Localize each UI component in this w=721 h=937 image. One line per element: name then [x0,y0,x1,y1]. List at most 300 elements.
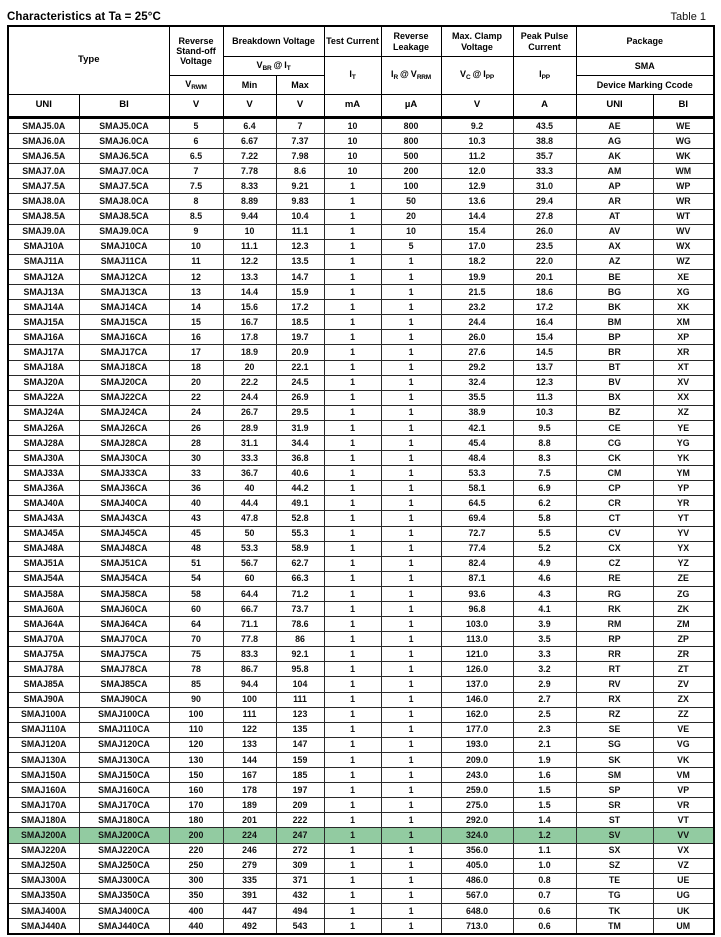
cell-clamp-voltage: 21.5 [441,285,513,300]
table-row [8,149,714,164]
cell-peak-pulse-current: 10.3 [513,405,576,420]
cell-reverse-leakage: 20 [381,209,441,224]
cell-vbr-min: 144 [223,752,276,767]
cell-clamp-voltage: 24.4 [441,315,513,330]
cell-vbr-min: 133 [223,737,276,752]
cell-marking-bi: ZZ [653,707,714,722]
cell-reverse-leakage: 1 [381,737,441,752]
cell-vbr-min: 11.1 [223,239,276,254]
table-row [8,617,714,632]
cell-peak-pulse-current: 14.5 [513,345,576,360]
cell-vrwm: 13 [169,285,223,300]
cell-vbr-max: 185 [276,768,324,783]
cell-vbr-min: 447 [223,903,276,918]
cell-clamp-voltage: 10.3 [441,134,513,149]
cell-vrwm: 24 [169,405,223,420]
cell-vbr-min: 26.7 [223,405,276,420]
cell-marking-uni: SE [576,722,653,737]
header-symbol-ipp: $I_{PP}$ [513,57,576,95]
cell-peak-pulse-current: 1.5 [513,783,576,798]
cell-test-current: 1 [324,843,381,858]
cell-marking-bi: UG [653,888,714,903]
cell-test-current: 10 [324,134,381,149]
table-row [8,164,714,179]
cell-marking-uni: CZ [576,556,653,571]
cell-test-current: 1 [324,662,381,677]
cell-clamp-voltage: 292.0 [441,813,513,828]
cell-vrwm: 300 [169,873,223,888]
cell-vbr-min: 17.8 [223,330,276,345]
cell-type-uni: SMAJ64A [8,617,79,632]
cell-test-current: 1 [324,707,381,722]
cell-reverse-leakage: 200 [381,164,441,179]
cell-type-uni: SMAJ75A [8,647,79,662]
cell-marking-bi: YM [653,466,714,481]
cell-vbr-min: 10 [223,224,276,239]
cell-vbr-min: 178 [223,783,276,798]
cell-marking-uni: BK [576,300,653,315]
cell-clamp-voltage: 486.0 [441,873,513,888]
table-row [8,798,714,813]
cell-marking-bi: VG [653,737,714,752]
cell-clamp-voltage: 82.4 [441,556,513,571]
cell-type-bi: SMAJ30CA [79,451,169,466]
cell-vbr-min: 9.44 [223,209,276,224]
cell-peak-pulse-current: 1.9 [513,752,576,767]
cell-marking-uni: RG [576,586,653,601]
cell-clamp-voltage: 72.7 [441,526,513,541]
cell-type-uni: SMAJ48A [8,541,79,556]
cell-marking-bi: WT [653,209,714,224]
cell-vrwm: 17 [169,345,223,360]
header-type: Type [8,26,169,95]
cell-peak-pulse-current: 0.7 [513,888,576,903]
cell-peak-pulse-current: 26.0 [513,224,576,239]
cell-marking-uni: RK [576,602,653,617]
cell-type-uni: SMAJ100A [8,707,79,722]
cell-clamp-voltage: 64.5 [441,496,513,511]
cell-clamp-voltage: 14.4 [441,209,513,224]
cell-vbr-max: 272 [276,843,324,858]
cell-marking-uni: SX [576,843,653,858]
cell-vbr-min: 8.33 [223,179,276,194]
cell-marking-bi: XT [653,360,714,375]
cell-vbr-max: 104 [276,677,324,692]
table-header [8,26,714,118]
cell-clamp-voltage: 18.2 [441,254,513,269]
cell-marking-bi: XX [653,390,714,405]
cell-marking-uni: AV [576,224,653,239]
cell-vrwm: 60 [169,602,223,617]
cell-marking-bi: VR [653,798,714,813]
cell-type-bi: SMAJ33CA [79,466,169,481]
cell-vrwm: 14 [169,300,223,315]
cell-type-bi: SMAJ8.0CA [79,194,169,209]
cell-marking-uni: SG [576,737,653,752]
cell-type-bi: SMAJ51CA [79,556,169,571]
cell-type-bi: SMAJ16CA [79,330,169,345]
cell-marking-uni: TE [576,873,653,888]
cell-marking-bi: YX [653,541,714,556]
header-unit-volts-clamp: V [441,95,513,118]
cell-test-current: 1 [324,556,381,571]
cell-clamp-voltage: 58.1 [441,481,513,496]
cell-peak-pulse-current: 13.7 [513,360,576,375]
cell-type-uni: SMAJ26A [8,420,79,435]
header-unit-volts-min: V [223,95,276,118]
cell-peak-pulse-current: 9.5 [513,420,576,435]
cell-vbr-max: 55.3 [276,526,324,541]
cell-marking-uni: CP [576,481,653,496]
cell-marking-bi: WE [653,118,714,134]
cell-reverse-leakage: 500 [381,149,441,164]
cell-test-current: 1 [324,451,381,466]
cell-vrwm: 100 [169,707,223,722]
cell-marking-bi: WK [653,149,714,164]
cell-test-current: 1 [324,571,381,586]
cell-peak-pulse-current: 4.9 [513,556,576,571]
cell-test-current: 1 [324,496,381,511]
table-row [8,707,714,722]
cell-vrwm: 36 [169,481,223,496]
cell-vbr-min: 22.2 [223,375,276,390]
cell-test-current: 1 [324,768,381,783]
cell-vbr-min: 66.7 [223,602,276,617]
cell-type-uni: SMAJ130A [8,752,79,767]
cell-marking-bi: YE [653,420,714,435]
cell-type-uni: SMAJ70A [8,632,79,647]
cell-vbr-min: 279 [223,858,276,873]
cell-reverse-leakage: 1 [381,873,441,888]
cell-vrwm: 400 [169,903,223,918]
cell-vrwm: 28 [169,435,223,450]
cell-reverse-leakage: 1 [381,677,441,692]
cell-type-bi: SMAJ300CA [79,873,169,888]
table-row [8,556,714,571]
table-row [8,783,714,798]
cell-peak-pulse-current: 0.6 [513,918,576,934]
table-row [8,722,714,737]
cell-reverse-leakage: 800 [381,118,441,134]
cell-test-current: 1 [324,360,381,375]
cell-clamp-voltage: 32.4 [441,375,513,390]
cell-marking-bi: ZG [653,586,714,601]
cell-vbr-max: 135 [276,722,324,737]
cell-peak-pulse-current: 12.3 [513,375,576,390]
cell-test-current: 1 [324,586,381,601]
cell-vbr-min: 335 [223,873,276,888]
cell-vbr-max: 209 [276,798,324,813]
cell-type-bi: SMAJ250CA [79,858,169,873]
cell-vbr-max: 71.2 [276,586,324,601]
cell-vbr-min: 47.8 [223,511,276,526]
cell-marking-bi: VV [653,828,714,843]
table-row [8,224,714,239]
cell-type-uni: SMAJ51A [8,556,79,571]
cell-clamp-voltage: 126.0 [441,662,513,677]
cell-type-uni: SMAJ18A [8,360,79,375]
header-symbol-it: $I_T$ [324,57,381,95]
cell-vrwm: 200 [169,828,223,843]
cell-vrwm: 7 [169,164,223,179]
cell-type-uni: SMAJ58A [8,586,79,601]
cell-vbr-max: 309 [276,858,324,873]
cell-marking-bi: ZV [653,677,714,692]
cell-vbr-min: 201 [223,813,276,828]
cell-type-uni: SMAJ10A [8,239,79,254]
cell-vbr-max: 9.21 [276,179,324,194]
table-row [8,903,714,918]
cell-type-uni: SMAJ14A [8,300,79,315]
cell-type-uni: SMAJ13A [8,285,79,300]
table-row [8,692,714,707]
cell-vrwm: 64 [169,617,223,632]
cell-type-uni: SMAJ85A [8,677,79,692]
cell-type-bi: SMAJ60CA [79,602,169,617]
cell-marking-uni: AK [576,149,653,164]
cell-peak-pulse-current: 8.8 [513,435,576,450]
cell-peak-pulse-current: 3.9 [513,617,576,632]
cell-reverse-leakage: 1 [381,269,441,284]
cell-reverse-leakage: 1 [381,586,441,601]
cell-marking-bi: VP [653,783,714,798]
cell-marking-uni: RE [576,571,653,586]
table-row [8,586,714,601]
page-title: Characteristics at Ta = 25°C [7,11,161,23]
cell-test-current: 10 [324,118,381,134]
cell-type-uni: SMAJ22A [8,390,79,405]
header-symbol-vc-at-ipp: $V_C$ @ $I_{PP}$ [441,57,513,95]
cell-reverse-leakage: 1 [381,752,441,767]
cell-peak-pulse-current: 2.1 [513,737,576,752]
cell-vbr-min: 111 [223,707,276,722]
header-symbol-vrwm: $V_{RWM}$ [169,76,223,95]
cell-peak-pulse-current: 1.6 [513,768,576,783]
cell-test-current: 1 [324,179,381,194]
cell-test-current: 1 [324,300,381,315]
cell-vbr-max: 7.98 [276,149,324,164]
header-peak-pulse-current: Peak Pulse Current [513,26,576,57]
table-row [8,752,714,767]
cell-clamp-voltage: 45.4 [441,435,513,450]
cell-type-bi: SMAJ6.0CA [79,134,169,149]
cell-peak-pulse-current: 1.5 [513,798,576,813]
cell-clamp-voltage: 121.0 [441,647,513,662]
cell-type-bi: SMAJ70CA [79,632,169,647]
cell-type-bi: SMAJ350CA [79,888,169,903]
table-row [8,179,714,194]
header-max: Max [276,76,324,95]
header-min: Min [223,76,276,95]
cell-vbr-max: 371 [276,873,324,888]
cell-clamp-voltage: 53.3 [441,466,513,481]
table-row [8,254,714,269]
cell-marking-bi: XK [653,300,714,315]
cell-marking-bi: ZX [653,692,714,707]
cell-vrwm: 15 [169,315,223,330]
cell-type-bi: SMAJ7.0CA [79,164,169,179]
cell-type-uni: SMAJ20A [8,375,79,390]
cell-test-current: 1 [324,692,381,707]
cell-type-uni: SMAJ160A [8,783,79,798]
cell-vrwm: 150 [169,768,223,783]
cell-vrwm: 75 [169,647,223,662]
cell-marking-uni: AR [576,194,653,209]
cell-marking-bi: ZP [653,632,714,647]
cell-vrwm: 6 [169,134,223,149]
cell-type-uni: SMAJ43A [8,511,79,526]
cell-peak-pulse-current: 1.2 [513,828,576,843]
cell-vbr-max: 92.1 [276,647,324,662]
cell-test-current: 1 [324,209,381,224]
table-row [8,330,714,345]
cell-clamp-voltage: 29.2 [441,360,513,375]
cell-clamp-voltage: 324.0 [441,828,513,843]
cell-test-current: 1 [324,254,381,269]
cell-type-bi: SMAJ36CA [79,481,169,496]
cell-vbr-min: 28.9 [223,420,276,435]
cell-reverse-leakage: 800 [381,134,441,149]
cell-type-uni: SMAJ200A [8,828,79,843]
cell-vrwm: 6.5 [169,149,223,164]
cell-clamp-voltage: 209.0 [441,752,513,767]
cell-vrwm: 160 [169,783,223,798]
cell-vrwm: 250 [169,858,223,873]
cell-peak-pulse-current: 2.5 [513,707,576,722]
cell-test-current: 1 [324,526,381,541]
cell-marking-uni: BE [576,269,653,284]
cell-vrwm: 440 [169,918,223,934]
cell-marking-uni: BP [576,330,653,345]
cell-type-uni: SMAJ40A [8,496,79,511]
cell-marking-uni: RR [576,647,653,662]
cell-vbr-min: 64.4 [223,586,276,601]
cell-vbr-min: 71.1 [223,617,276,632]
cell-vbr-min: 77.8 [223,632,276,647]
cell-vbr-max: 95.8 [276,662,324,677]
cell-test-current: 1 [324,677,381,692]
cell-reverse-leakage: 1 [381,330,441,345]
cell-reverse-leakage: 1 [381,918,441,934]
cell-type-bi: SMAJ180CA [79,813,169,828]
cell-vrwm: 120 [169,737,223,752]
cell-test-current: 1 [324,511,381,526]
cell-type-uni: SMAJ8.5A [8,209,79,224]
header-marking-uni: UNI [576,95,653,118]
cell-type-bi: SMAJ78CA [79,662,169,677]
cell-peak-pulse-current: 7.5 [513,466,576,481]
cell-marking-uni: TG [576,888,653,903]
cell-vrwm: 30 [169,451,223,466]
cell-peak-pulse-current: 5.8 [513,511,576,526]
cell-type-bi: SMAJ40CA [79,496,169,511]
cell-type-bi: SMAJ150CA [79,768,169,783]
cell-vbr-min: 391 [223,888,276,903]
cell-clamp-voltage: 567.0 [441,888,513,903]
cell-vbr-max: 111 [276,692,324,707]
table-row [8,375,714,390]
cell-vbr-min: 246 [223,843,276,858]
cell-marking-bi: XR [653,345,714,360]
cell-marking-bi: VX [653,843,714,858]
cell-peak-pulse-current: 0.8 [513,873,576,888]
caption-bar [7,4,714,23]
cell-vrwm: 5 [169,118,223,134]
cell-reverse-leakage: 1 [381,722,441,737]
cell-reverse-leakage: 1 [381,254,441,269]
cell-vrwm: 8.5 [169,209,223,224]
cell-vrwm: 78 [169,662,223,677]
cell-marking-uni: BM [576,315,653,330]
cell-vrwm: 110 [169,722,223,737]
table-row [8,269,714,284]
cell-reverse-leakage: 5 [381,239,441,254]
cell-type-bi: SMAJ11CA [79,254,169,269]
cell-vbr-max: 26.9 [276,390,324,405]
cell-clamp-voltage: 12.0 [441,164,513,179]
cell-marking-bi: WM [653,164,714,179]
cell-marking-bi: UE [653,873,714,888]
cell-reverse-leakage: 1 [381,647,441,662]
cell-marking-uni: RT [576,662,653,677]
cell-vbr-max: 19.7 [276,330,324,345]
cell-marking-uni: BZ [576,405,653,420]
cell-vbr-max: 29.5 [276,405,324,420]
cell-type-bi: SMAJ24CA [79,405,169,420]
cell-peak-pulse-current: 4.6 [513,571,576,586]
cell-type-bi: SMAJ75CA [79,647,169,662]
cell-marking-bi: YV [653,526,714,541]
cell-test-current: 1 [324,541,381,556]
cell-clamp-voltage: 648.0 [441,903,513,918]
cell-peak-pulse-current: 27.8 [513,209,576,224]
cell-vbr-min: 83.3 [223,647,276,662]
cell-reverse-leakage: 1 [381,360,441,375]
cell-type-uni: SMAJ180A [8,813,79,828]
cell-marking-uni: CT [576,511,653,526]
table-row [8,858,714,873]
cell-vrwm: 22 [169,390,223,405]
cell-vbr-max: 18.5 [276,315,324,330]
cell-vbr-max: 49.1 [276,496,324,511]
cell-type-uni: SMAJ5.0A [8,118,79,134]
cell-test-current: 1 [324,466,381,481]
cell-vbr-min: 18.9 [223,345,276,360]
cell-clamp-voltage: 713.0 [441,918,513,934]
cell-vbr-max: 123 [276,707,324,722]
cell-marking-bi: XV [653,375,714,390]
cell-type-bi: SMAJ170CA [79,798,169,813]
cell-test-current: 1 [324,285,381,300]
table-row [8,511,714,526]
cell-type-uni: SMAJ220A [8,843,79,858]
table-row [8,813,714,828]
cell-type-bi: SMAJ43CA [79,511,169,526]
cell-vbr-max: 15.9 [276,285,324,300]
cell-type-uni: SMAJ12A [8,269,79,284]
cell-clamp-voltage: 103.0 [441,617,513,632]
cell-type-uni: SMAJ7.0A [8,164,79,179]
cell-type-uni: SMAJ300A [8,873,79,888]
cell-vbr-max: 66.3 [276,571,324,586]
cell-reverse-leakage: 1 [381,481,441,496]
cell-peak-pulse-current: 43.5 [513,118,576,134]
cell-vrwm: 20 [169,375,223,390]
cell-test-current: 1 [324,918,381,934]
cell-marking-bi: ZM [653,617,714,632]
cell-marking-bi: ZR [653,647,714,662]
cell-marking-uni: RX [576,692,653,707]
